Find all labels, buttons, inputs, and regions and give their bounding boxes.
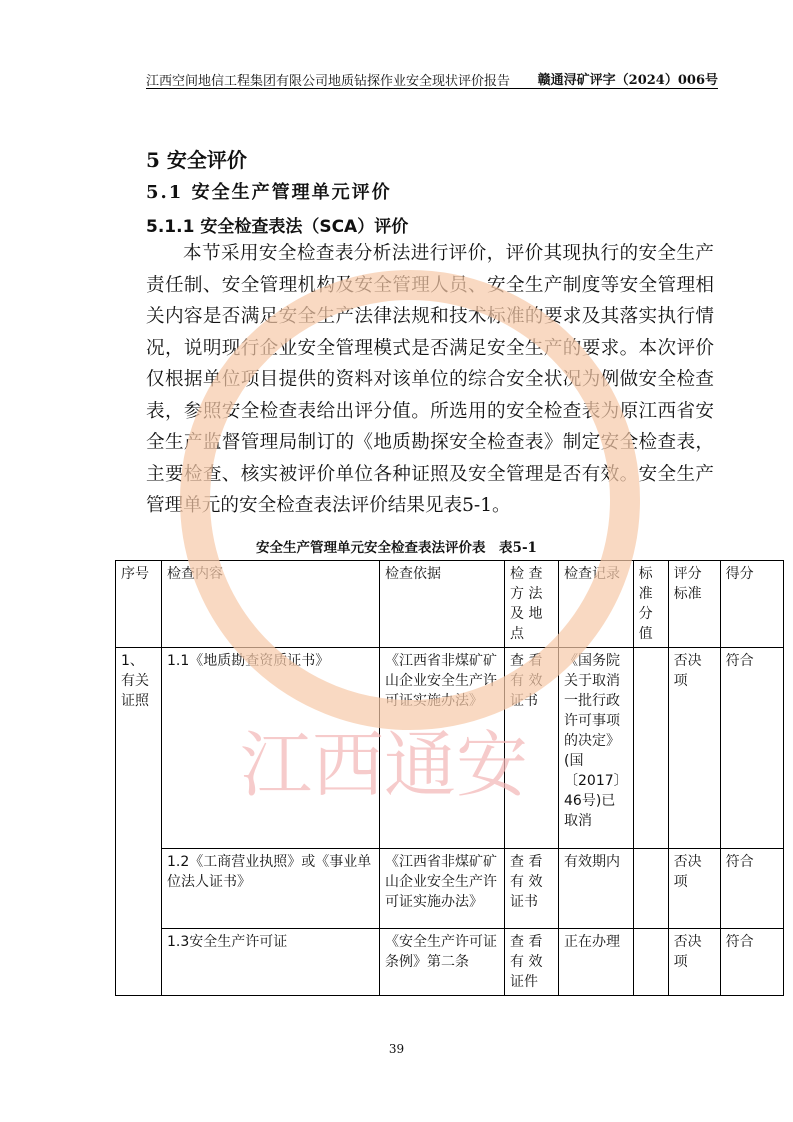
heading-2: 5.1 安全生产管理单元评价 — [146, 182, 392, 203]
watermark-text: 江西通安 — [240, 723, 529, 807]
std-cell — [633, 929, 668, 996]
page-header — [146, 68, 718, 89]
body-paragraph: 本节采用安全检查表分析法进行评价，评价其现执行的安全生产责任制、安全管理机构及安全管理人员、安全生产制度等安全管理相关内容是否满足安全生产法律法规和技术标准的要求及其落实执行情况，说明现行企业安全管理模式是否满足安全生产的要求。本次评价仅根据单位项目提供的资料对该单位的综合安全状况为例做安全检查表，参照安全检查表给出评分值。所选用的安全检查表为原江西省安全生产监督管理局制订的《地质勘探安全检查表》制定安全检查表，主要检查、核实被评价单位各种证照及安全管理是否有效。安全生产管理单元的安全检查表法评价结果见表5-1。 — [146, 243, 714, 516]
heading-1: 5 安全评价 — [146, 148, 247, 172]
header-cell: 检查记录 — [559, 561, 634, 648]
method-cell: 查 看 有 效 证书 — [505, 849, 559, 929]
document-number: 赣通浔矿评字（2024）006号 — [537, 73, 718, 88]
std-cell — [633, 849, 668, 929]
header-cell: 评分标准 — [668, 561, 720, 648]
heading-3: 5.1.1 安全检查表法（SCA）评价 — [146, 217, 409, 237]
header-cell: 序号 — [116, 561, 162, 648]
method-cell: 查 看 有 效 证书 — [505, 648, 559, 849]
content-cell: 1.3安全生产许可证 — [162, 929, 380, 996]
header-cell: 检 查 方 法 及 地 点 — [505, 561, 559, 648]
page-number: 39 — [388, 1042, 405, 1056]
header-cell: 检查依据 — [380, 561, 505, 648]
score-cell: 符合 — [720, 648, 783, 849]
record-cell: 正在办理 — [559, 929, 634, 996]
record-cell: 《国务院关于取消一批行政许可事项的决定》(国〔2017〕46号)已取消 — [559, 648, 634, 849]
content-cell: 1.2《工商营业执照》或《事业单位法人证书》 — [162, 849, 380, 929]
table-row — [116, 929, 784, 996]
method-cell: 查 看 有 效 证件 — [505, 929, 559, 996]
rule-cell: 否决项 — [668, 849, 720, 929]
score-cell: 符合 — [720, 849, 783, 929]
header-cell: 得分 — [720, 561, 783, 648]
rule-cell: 否决项 — [668, 648, 720, 849]
basis-cell: 《江西省非煤矿矿山企业安全生产许可证实施办法》 — [380, 648, 505, 849]
record-cell: 有效期内 — [559, 849, 634, 929]
table-header-row — [116, 561, 784, 648]
std-cell — [633, 648, 668, 849]
header-cell: 检查内容 — [162, 561, 380, 648]
score-cell: 符合 — [720, 929, 783, 996]
evaluation-table — [115, 560, 784, 996]
header-cell: 标准分值 — [633, 561, 668, 648]
group-cell: 1、有关证照 — [116, 648, 162, 996]
table-row — [116, 648, 784, 849]
content-cell: 1.1《地质勘查资质证书》 — [162, 648, 380, 849]
basis-cell: 《安全生产许可证条例》第二条 — [380, 929, 505, 996]
rule-cell: 否决项 — [668, 929, 720, 996]
table-row — [116, 849, 784, 929]
basis-cell: 《江西省非煤矿矿山企业安全生产许可证实施办法》 — [380, 849, 505, 929]
report-title: 江西空间地信工程集团有限公司地质钻探作业安全现状评价报告 — [146, 74, 511, 89]
table-caption: 安全生产管理单元安全检查表法评价表 表5-1 — [256, 540, 537, 556]
